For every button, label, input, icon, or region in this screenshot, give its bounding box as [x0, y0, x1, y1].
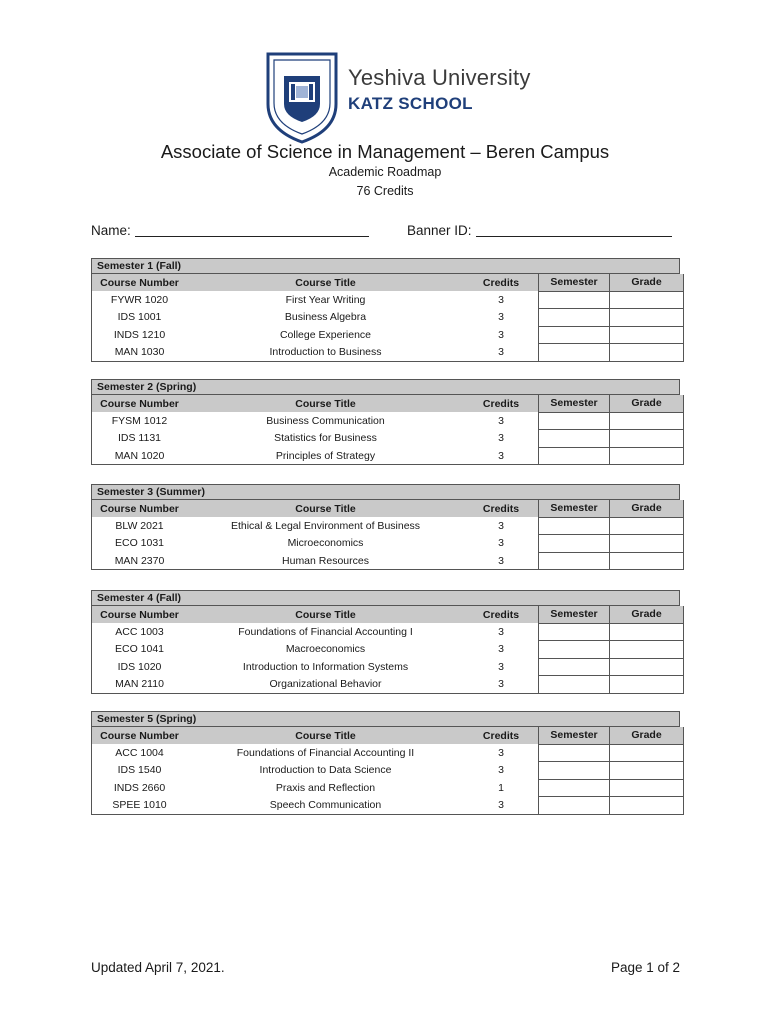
- table-row: [92, 517, 684, 535]
- grade-entry-cell[interactable]: [610, 430, 684, 448]
- semester-entry-cell[interactable]: [539, 797, 610, 815]
- column-header-semester: Semester: [539, 606, 610, 623]
- semester-block: [91, 711, 680, 815]
- column-header-course-title: Course Title: [187, 395, 464, 412]
- course-number: IDS 1020: [92, 658, 188, 676]
- course-table: [91, 606, 684, 694]
- document-title: Associate of Science in Management – Beren Campus: [160, 141, 610, 162]
- course-credits: 3: [498, 625, 504, 638]
- course-number: MAN 1020: [92, 447, 188, 465]
- grade-entry-cell[interactable]: [610, 344, 684, 362]
- course-credits: 3: [498, 432, 504, 445]
- course-title: Microeconomics: [287, 537, 364, 550]
- semester-label: Semester 5 (Spring): [91, 711, 680, 727]
- course-credits: 3: [464, 676, 539, 694]
- table-row: [92, 658, 684, 676]
- semester-entry-cell[interactable]: [539, 412, 610, 430]
- course-number: INDS 2660: [92, 779, 188, 797]
- grade-entry-cell[interactable]: [610, 447, 684, 465]
- document-subtitle: Academic Roadmap: [328, 165, 442, 179]
- updated-date: Updated April 7, 2021.: [91, 960, 225, 975]
- course-number: ECO 1041: [92, 641, 188, 659]
- column-header-course-number: Course Number: [92, 395, 188, 412]
- column-header-credits: Credits: [464, 727, 539, 744]
- table-row: [92, 779, 684, 797]
- semester-block: [91, 258, 680, 362]
- course-credits: 3: [498, 660, 504, 673]
- column-header-grade: Grade: [610, 395, 684, 412]
- name-field[interactable]: [91, 222, 369, 238]
- grade-entry-cell[interactable]: [610, 676, 684, 694]
- banner-id-blank-line[interactable]: [476, 222, 672, 237]
- column-header-course-number: Course Number: [92, 727, 188, 744]
- semester-entry-cell[interactable]: [539, 779, 610, 797]
- semester-block: [91, 590, 680, 694]
- semester-label: Semester 1 (Fall): [91, 258, 680, 274]
- course-number: BLW 2021: [92, 517, 188, 535]
- table-row: [92, 535, 684, 553]
- course-credits: 3: [498, 293, 504, 306]
- table-row: [92, 291, 684, 309]
- course-title: Introduction to Data Science: [259, 764, 392, 777]
- banner-id-field[interactable]: [407, 222, 672, 238]
- column-header-grade: Grade: [610, 606, 684, 623]
- course-credits: 3: [498, 414, 504, 427]
- semester-entry-cell[interactable]: [539, 641, 610, 659]
- course-credits: 3: [464, 447, 539, 465]
- semester-entry-cell[interactable]: [539, 535, 610, 553]
- course-credits: 3: [464, 797, 539, 815]
- column-header-semester: Semester: [539, 395, 610, 412]
- column-header-course-title: Course Title: [187, 274, 464, 291]
- course-title: Ethical & Legal Environment of Business: [230, 519, 421, 532]
- grade-entry-cell[interactable]: [610, 517, 684, 535]
- column-header-course-number: Course Number: [92, 500, 188, 517]
- table-row: [92, 641, 684, 659]
- course-credits: 3: [498, 328, 504, 341]
- grade-entry-cell[interactable]: [610, 762, 684, 780]
- table-row: [92, 309, 684, 327]
- semester-label: Semester 3 (Summer): [91, 484, 680, 500]
- course-number: SPEE 1010: [92, 797, 188, 815]
- table-header-row: [92, 727, 684, 744]
- grade-entry-cell[interactable]: [610, 641, 684, 659]
- semester-label: Semester 2 (Spring): [91, 379, 680, 395]
- course-title: Speech Communication: [187, 797, 464, 815]
- column-header-semester: Semester: [539, 274, 610, 291]
- column-header-course-number: Course Number: [92, 274, 188, 291]
- course-number: MAN 1030: [92, 344, 188, 362]
- course-number: MAN 2110: [92, 676, 188, 694]
- table-row: [92, 623, 684, 641]
- column-header-course-title: Course Title: [187, 500, 464, 517]
- name-blank-line[interactable]: [135, 222, 369, 237]
- course-title: Foundations of Financial Accounting I: [238, 625, 413, 638]
- semester-entry-cell[interactable]: [539, 309, 610, 327]
- course-credits: 1: [498, 781, 504, 794]
- column-header-course-title: Course Title: [187, 606, 464, 623]
- course-credits: 3: [464, 552, 539, 570]
- grade-entry-cell[interactable]: [610, 309, 684, 327]
- grade-entry-cell[interactable]: [610, 779, 684, 797]
- university-name: Yeshiva University: [348, 65, 531, 90]
- semester-block: [91, 379, 680, 465]
- column-header-semester: Semester: [539, 727, 610, 744]
- table-row: [92, 676, 684, 694]
- table-row: [92, 326, 684, 344]
- course-number: ACC 1004: [92, 744, 188, 762]
- course-credits: 3: [498, 643, 504, 656]
- course-title: First Year Writing: [285, 293, 366, 306]
- semester-entry-cell[interactable]: [539, 658, 610, 676]
- semester-entry-cell[interactable]: [539, 344, 610, 362]
- grade-entry-cell[interactable]: [610, 623, 684, 641]
- table-row: [92, 762, 684, 780]
- semester-entry-cell[interactable]: [539, 762, 610, 780]
- table-row: [92, 552, 684, 570]
- table-row: [92, 447, 684, 465]
- course-number: IDS 1001: [92, 309, 188, 327]
- course-title: Organizational Behavior: [187, 676, 464, 694]
- course-title: Business Algebra: [284, 311, 367, 324]
- course-credits: 3: [464, 344, 539, 362]
- course-title: Business Communication: [266, 414, 385, 427]
- grade-entry-cell[interactable]: [610, 535, 684, 553]
- course-title: Praxis and Reflection: [275, 781, 376, 794]
- course-credits: 3: [498, 311, 504, 324]
- total-credits: 76 Credits: [356, 184, 414, 198]
- course-table: [91, 274, 684, 362]
- course-number: FYSM 1012: [92, 412, 188, 430]
- grade-entry-cell[interactable]: [610, 291, 684, 309]
- table-row: [92, 797, 684, 815]
- column-header-grade: Grade: [610, 727, 684, 744]
- course-title: Statistics for Business: [274, 432, 377, 445]
- course-title: Principles of Strategy: [187, 447, 464, 465]
- table-header-row: [92, 606, 684, 623]
- semester-entry-cell[interactable]: [539, 430, 610, 448]
- school-name: KATZ SCHOOL: [348, 94, 473, 113]
- course-table: [91, 500, 684, 570]
- column-header-course-number: Course Number: [92, 606, 188, 623]
- semester-block: [91, 484, 680, 570]
- grade-entry-cell[interactable]: [610, 412, 684, 430]
- column-header-semester: Semester: [539, 500, 610, 517]
- course-credits: 3: [498, 537, 504, 550]
- column-header-credits: Credits: [464, 606, 539, 623]
- course-credits: 3: [498, 746, 504, 759]
- semester-entry-cell[interactable]: [539, 623, 610, 641]
- page-number: Page 1 of 2: [610, 960, 680, 975]
- semester-entry-cell[interactable]: [539, 517, 610, 535]
- course-title: Introduction to Business: [187, 344, 464, 362]
- table-row: [92, 344, 684, 362]
- course-title: Introduction to Information Systems: [242, 660, 409, 673]
- grade-entry-cell[interactable]: [610, 326, 684, 344]
- course-number: IDS 1540: [92, 762, 188, 780]
- column-header-credits: Credits: [464, 274, 539, 291]
- column-header-grade: Grade: [610, 274, 684, 291]
- banner-id-label: Banner ID:: [407, 223, 472, 238]
- semester-entry-cell[interactable]: [539, 744, 610, 762]
- course-title: Human Resources: [187, 552, 464, 570]
- course-number: ECO 1031: [92, 535, 188, 553]
- table-row: [92, 412, 684, 430]
- semester-label: Semester 4 (Fall): [91, 590, 680, 606]
- course-table: [91, 727, 684, 815]
- course-title: Macroeconomics: [285, 643, 366, 656]
- table-header-row: [92, 395, 684, 412]
- table-row: [92, 744, 684, 762]
- table-row: [92, 430, 684, 448]
- course-number: MAN 2370: [92, 552, 188, 570]
- column-header-credits: Credits: [464, 500, 539, 517]
- grade-entry-cell[interactable]: [610, 797, 684, 815]
- university-seal-icon: [262, 48, 342, 144]
- column-header-credits: Credits: [464, 395, 539, 412]
- grade-entry-cell[interactable]: [610, 552, 684, 570]
- course-number: INDS 1210: [92, 326, 188, 344]
- table-header-row: [92, 500, 684, 517]
- university-logo: [262, 48, 531, 146]
- course-number: IDS 1131: [92, 430, 188, 448]
- course-number: FYWR 1020: [92, 291, 188, 309]
- semester-entry-cell[interactable]: [539, 291, 610, 309]
- course-title: Foundations of Financial Accounting II: [236, 746, 415, 759]
- semester-entry-cell[interactable]: [539, 326, 610, 344]
- course-credits: 3: [498, 764, 504, 777]
- table-header-row: [92, 274, 684, 291]
- column-header-course-title: Course Title: [187, 727, 464, 744]
- grade-entry-cell[interactable]: [610, 658, 684, 676]
- course-table: [91, 395, 684, 465]
- course-credits: 3: [498, 519, 504, 532]
- semester-entry-cell[interactable]: [539, 447, 610, 465]
- course-title: College Experience: [279, 328, 372, 341]
- name-label: Name:: [91, 223, 131, 238]
- semester-entry-cell[interactable]: [539, 552, 610, 570]
- column-header-grade: Grade: [610, 500, 684, 517]
- course-number: ACC 1003: [92, 623, 188, 641]
- grade-entry-cell[interactable]: [610, 744, 684, 762]
- semester-entry-cell[interactable]: [539, 676, 610, 694]
